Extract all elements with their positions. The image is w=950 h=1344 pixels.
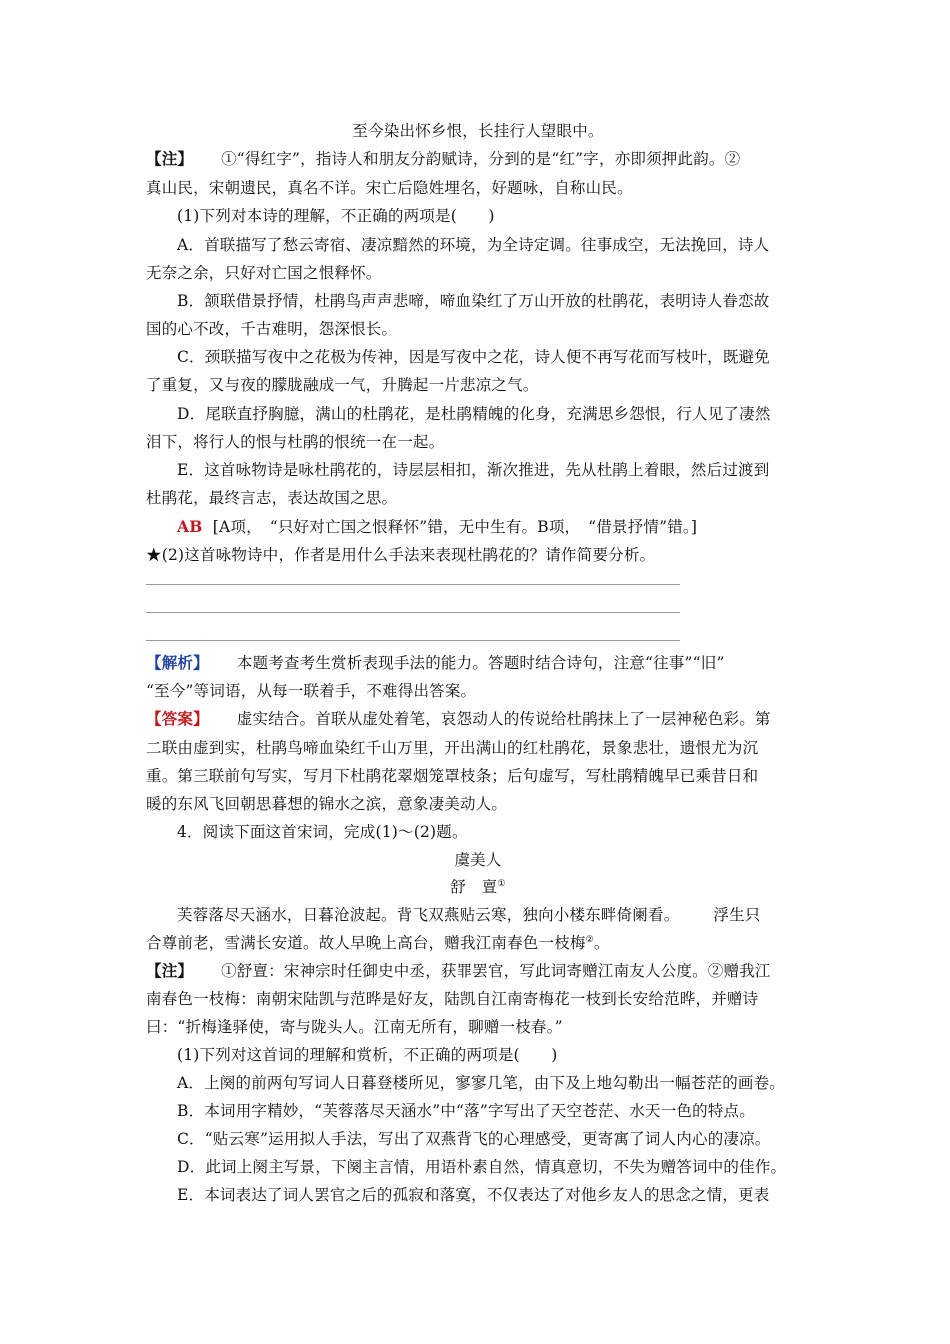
note-line [146,148,810,170]
q4-option-b: B．本词用字精妙，“芙蓉落尽天涵水”中“落”字写出了天空苍茫、水天一色的特点。 [177,1102,755,1120]
option-c-line1: C．颈联描写夜中之花极为传神，因是写夜中之花，诗人便不再写花而写枝叶，既避免 [177,348,770,366]
answer-text-4: 暖的东风飞回朝思暮想的锦水之滨，意象凄美动人。 [146,795,508,813]
answer-blank-line[interactable] [146,612,680,613]
option-a-line1: A．首联描写了愁云寄宿、凄凉黯然的环境，为全诗定调。往事成空，无法挽回，诗人 [177,236,770,254]
q4-option-e: E．本词表达了词人罢官之后的孤寂和落寞，不仅表达了对他乡友人的思念之情，更表 [177,1186,770,1204]
analysis-text-2: “至今”等词语，从每一联着手，不难得出答案。 [146,682,477,700]
q4-option-a: A．上阕的前两句写词人日暮登楼所见，寥寥几笔，由下及上地勾勒出一幅苍茫的画卷。 [177,1074,785,1092]
poem-author [146,876,810,898]
question-1-answer [177,516,810,538]
answer-explanation: [A项， “只好对亡国之恨释怀”错，无中生有。B项， “借景抒情”错。] [212,518,698,536]
note-q4-text-2: 南春色一枝梅：南朝宋陆凯与范晔是好友，陆凯自江南寄梅花一枝到长安给范晔，并赠诗 [146,990,759,1008]
answer-key: AB [177,517,203,536]
option-e-line2: 杜鹃花，最终言志，表达故国之思。 [146,489,398,507]
answer-text-3: 重。第三联前句写实，写月下杜鹃花翠烟笼罩枝条；后句虚写，写杜鹃精魄早已乘昔日和 [146,767,759,785]
note-line-q4 [146,960,810,982]
question-2-stem: ★(2)这首咏物诗中，作者是用什么手法来表现杜鹃花的？请作简要分析。 [146,546,656,564]
option-b-line1: B．颔联借景抒情，杜鹃鸟声声悲啼，啼血染红了万山开放的杜鹃花，表明诗人眷恋故 [177,292,770,310]
note-tag-q4: 【注】 [146,961,194,980]
author-note-mark: ① [497,879,506,889]
q4-option-c: C．“贴云寒”运用拟人手法，写出了双燕背飞的心理感受，更寄寓了词人内心的凄凉。 [177,1130,771,1148]
poem-last-line: 至今染出怀乡恨，长挂行人望眼中。 [352,122,604,140]
answer-text-2: 二联由虚到实，杜鹃鸟啼血染红千山万里，开出满山的红杜鹃花，景象悲壮，遗恨尤为沉 [146,739,759,757]
q4-sub1-stem: (1)下列对这首词的理解和赏析，不正确的两项是( ) [177,1046,558,1064]
poem-line-1 [177,904,810,926]
question-1-stem: (1)下列对本诗的理解，不正确的两项是( ) [177,207,495,225]
note-text-1: ①“得红字”，指诗人和朋友分韵赋诗，分到的是“红”字，亦即须押此韵。② [221,150,741,168]
poem-title: 虞美人 [454,851,502,869]
option-d-line2: 泪下，将行人的恨与杜鹃的恨统一在一起。 [146,433,445,451]
poem-text-1b: 浮生只 [713,906,761,924]
answer-tag: 【答案】 [146,709,209,728]
analysis-line [146,652,810,674]
answer-line [146,708,810,730]
analysis-tag: 【解析】 [146,653,209,672]
option-b-line2: 国的心不改，千古难明，怨深恨长。 [146,320,398,338]
note-text-2: 真山民，宋朝遗民，真名不详。宋亡后隐姓埋名，好题咏，自称山民。 [146,179,633,197]
poem-text-1a: 芙蓉落尽天涵水，日暮沧波起。背飞双燕贴云寒，独向小楼东畔倚阑看。 [177,906,680,924]
poem-note-mark: ② [585,935,594,945]
poem-text-2-end: 。 [593,934,610,952]
note-q4-text-1: ①舒亶：宋神宗时任御史中丞，获罪罢官，写此词寄赠江南友人公度。②赠我江 [221,962,771,980]
option-e-line1: E．这首咏物诗是咏杜鹃花的，诗层层相扣，渐次推进，先从杜鹃上着眼，然后过渡到 [177,461,770,479]
poem-line-2 [146,932,810,954]
poem-text-2: 合尊前老，雪满长安道。故人早晚上高台，赠我江南春色一枝梅 [146,934,586,952]
note-q4-text-3: 曰：“折梅逢驿使，寄与陇头人。江南无所有，聊赠一枝春。” [146,1018,563,1036]
option-c-line2: 了重复，又与夜的朦胧融成一气，升腾起一片悲凉之气。 [146,376,539,394]
note-tag: 【注】 [146,149,194,168]
answer-text-1: 虚实结合。首联从虚处着笔，哀怨动人的传说给杜鹃抹上了一层神秘色彩。第 [236,710,771,728]
option-a-line2: 无奈之余，只好对亡国之恨释怀。 [146,264,382,282]
question-4-intro: 4．阅读下面这首宋词，完成(1)～(2)题。 [177,823,468,841]
author-name: 舒 亶 [450,878,498,896]
answer-blank-line[interactable] [146,584,680,585]
analysis-text-1: 本题考查考生赏析表现手法的能力。答题时结合诗句，注意“往事”“旧” [236,654,725,672]
q4-option-d: D．此词上阕主写景，下阕主言情，用语朴素自然，情真意切，不失为赠答词中的佳作。 [177,1158,787,1176]
option-d-line1: D．尾联直抒胸臆，满山的杜鹃花，是杜鹃精魄的化身，充满思乡怨恨，行人见了凄然 [177,405,771,423]
answer-blank-line[interactable] [146,640,680,641]
